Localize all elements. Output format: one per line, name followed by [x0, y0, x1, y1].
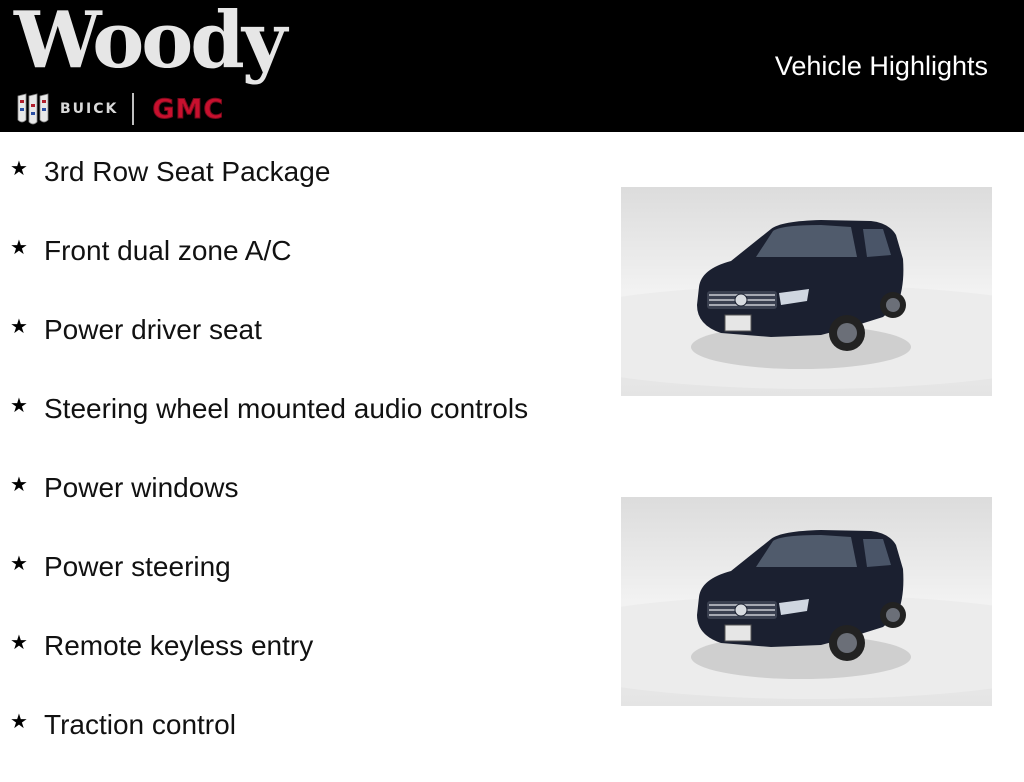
feature-label: Traction control	[44, 709, 236, 740]
vehicle-image	[621, 187, 992, 396]
feature-item	[10, 387, 528, 466]
page-title: Vehicle Highlights	[774, 51, 988, 81]
star-icon: ★	[10, 237, 28, 259]
feature-item	[10, 466, 528, 545]
woody-logo: Woody	[14, 0, 285, 86]
gmc-wordmark: GMC	[152, 93, 225, 125]
feature-item	[10, 545, 528, 624]
star-icon: ★	[10, 632, 28, 654]
feature-label: 3rd Row Seat Package	[44, 156, 331, 187]
vehicle-photo-1	[621, 187, 992, 396]
feature-label: Front dual zone A/C	[44, 235, 292, 266]
feature-label: Power windows	[44, 472, 239, 503]
buick-tri-shield-icon	[16, 92, 52, 126]
star-icon: ★	[10, 158, 28, 180]
star-icon: ★	[10, 711, 28, 733]
brand-logos	[16, 92, 224, 126]
feature-item	[10, 624, 528, 703]
feature-label: Steering wheel mounted audio controls	[44, 393, 529, 424]
star-icon: ★	[10, 553, 28, 575]
brand-divider	[132, 93, 134, 125]
header-banner	[0, 0, 1024, 132]
feature-item	[10, 229, 528, 308]
star-icon: ★	[10, 316, 28, 338]
feature-item	[10, 150, 528, 229]
vehicle-photo-2	[621, 497, 992, 706]
feature-item	[10, 703, 528, 782]
buick-wordmark: BUICK	[60, 101, 119, 117]
feature-label: Power steering	[44, 551, 231, 582]
feature-label: Power driver seat	[44, 314, 262, 345]
star-icon: ★	[10, 395, 28, 417]
vehicle-image	[621, 497, 992, 706]
feature-list	[10, 150, 528, 782]
star-icon: ★	[10, 474, 28, 496]
feature-item	[10, 308, 528, 387]
feature-label: Remote keyless entry	[44, 630, 314, 661]
